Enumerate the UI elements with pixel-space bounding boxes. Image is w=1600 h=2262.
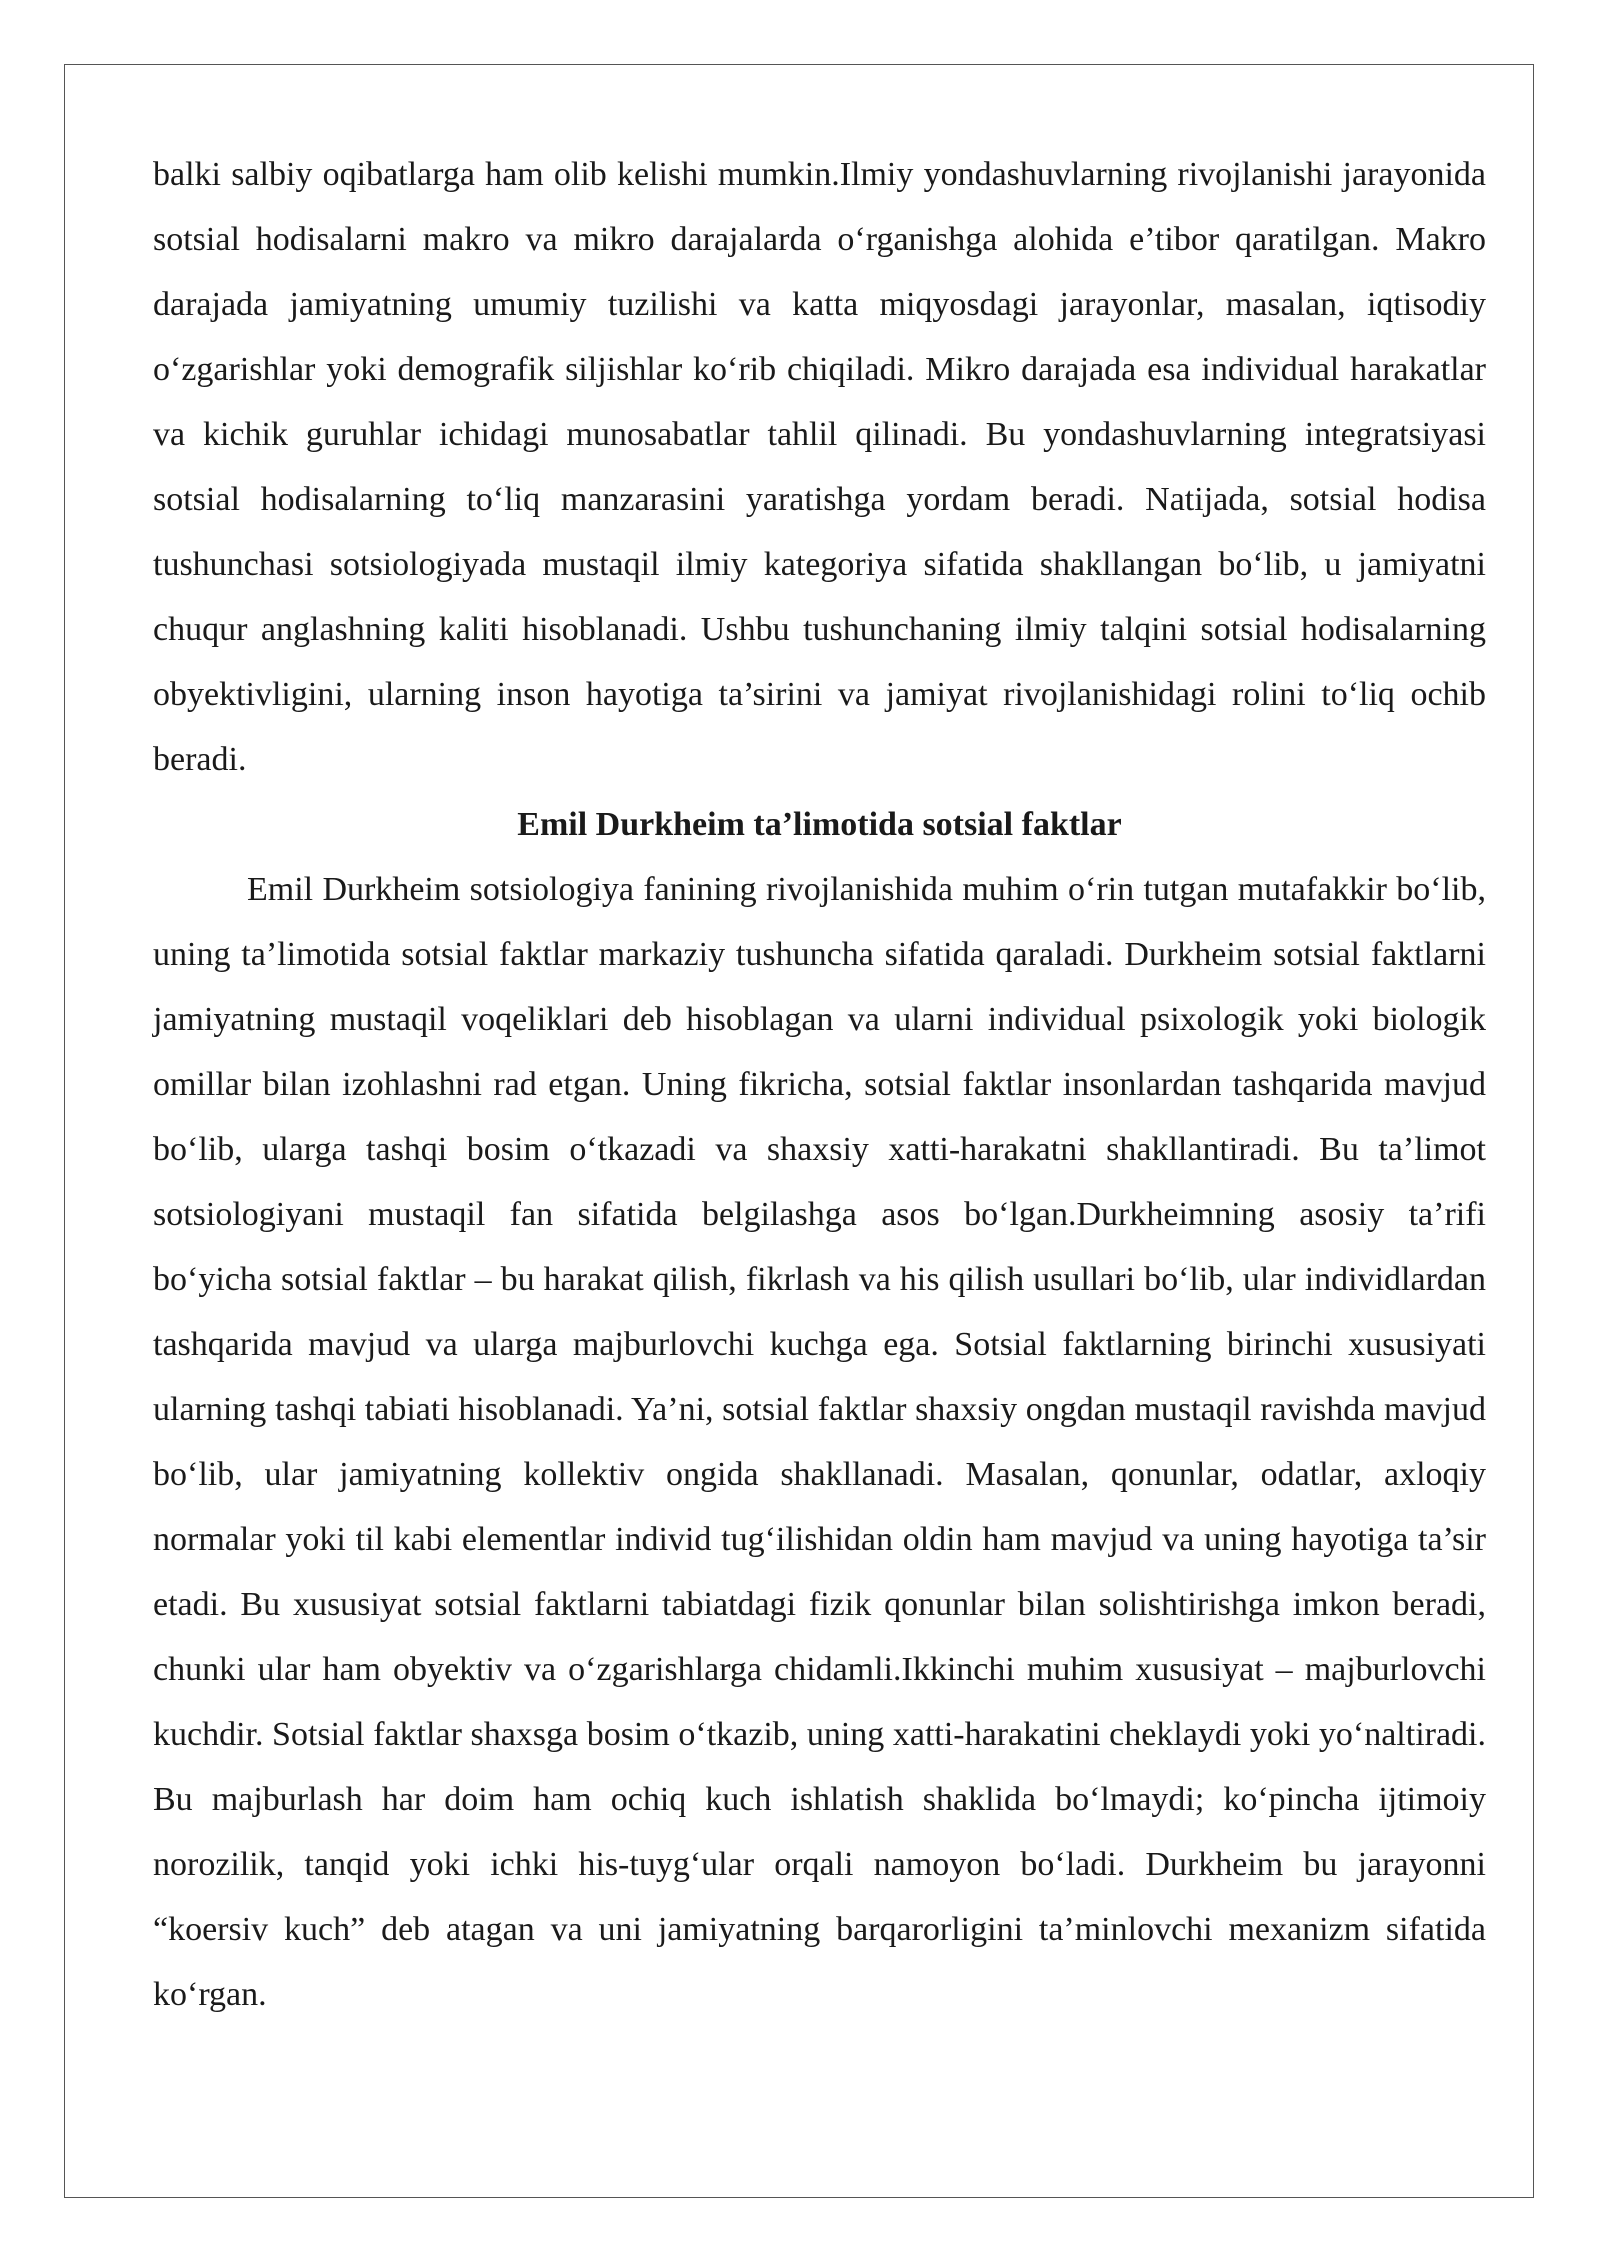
paragraph-durkheim: Emil Durkheim sotsiologiya fanining rivojlanishida muhim o‘rin tutgan mutafakkir bo‘lib, uning ta’limotida sotsial faktlar markaziy tushuncha sifatida qaraladi. Durkheim sotsial faktlarni jamiyatning mustaqil voqeliklari deb hisoblagan va ularni individual psixologik yoki biologik omillar bilan izohlashni rad etgan. Uning fikricha, sotsial faktlar insonlardan tashqarida mavjud bo‘lib, ularga tashqi bosim o‘tkazadi va shaxsiy xatti-harakatni shakllantiradi. Bu ta’limot sotsiologiyani mustaqil fan sifatida belgilashga asos bo‘lgan.Durkheimning asosiy ta’rifi bo‘yicha sotsial faktlar – bu harakat qilish, fikrlash va his qilish usullari bo‘lib, ular individlardan tashqarida mavjud va ularga majburlovchi kuchga ega. Sotsial faktlarning birinchi xususiyati ularning tashqi tabiati hisoblanadi. Ya’ni, sotsial faktlar shaxsiy ongdan mustaqil ravishda mavjud bo‘lib, ular jamiyatning kollektiv ongida shakllanadi. Masalan, qonunlar, odatlar, axloqiy normalar yoki til kabi elementlar individ tug‘ilishidan oldin ham mavjud va uning hayotiga ta’sir etadi. Bu xususiyat sotsial faktlarni tabiatdagi fizik qonunlar bilan solishtirishga imkon beradi, chunki ular ham obyektiv va o‘zgarishlarga chidamli.Ikkinchi muhim xususiyat – majburlovchi kuchdir. Sotsial faktlar shaxsga bosim o‘tkazib, uning xatti-harakatini cheklaydi yoki yo‘naltiradi. Bu majburlash har doim ham ochiq kuch ishlatish shaklida bo‘lmaydi; ko‘pincha ijtimoiy norozilik, tanqid yoki ichki his-tuyg‘ular orqali namoyon bo‘ladi. Durkheim bu jarayonni “koersiv kuch” deb atagan va uni jamiyatning barqarorligini ta’minlovchi mexanizm sifatida ko‘rgan. [153, 871, 1486, 2013]
paragraph-continuation: balki salbiy oqibatlarga ham olib kelishi mumkin.Ilmiy yondashuvlarning rivojlanishi jarayonida sotsial hodisalarni makro va mikro darajalarda o‘rganishga alohida e’tibor qaratilgan. Makro darajada jamiyatning umumiy tuzilishi va katta miqyosdagi jarayonlar, masalan, iqtisodiy o‘zgarishlar yoki demografik siljishlar ko‘rib chiqiladi. Mikro darajada esa individual harakatlar va kichik guruhlar ichidagi munosabatlar tahlil qilinadi. Bu yondashuvlarning integratsiyasi sotsial hodisalarning to‘liq manzarasini yaratishga yordam beradi. Natijada, sotsial hodisa tushunchasi sotsiologiyada mustaqil ilmiy kategoriya sifatida shakllangan bo‘lib, u jamiyatni chuqur anglashning kaliti hisoblanadi. Ushbu tushunchaning ilmiy talqini sotsial hodisalarning obyektivligini, ularning inson hayotiga ta’sirini va jamiyat rivojlanishidagi rolini to‘liq ochib beradi. [153, 156, 1486, 778]
document-body [153, 142, 1486, 2027]
section-heading: Emil Durkheim ta’limotida sotsial faktlar [517, 806, 1122, 843]
